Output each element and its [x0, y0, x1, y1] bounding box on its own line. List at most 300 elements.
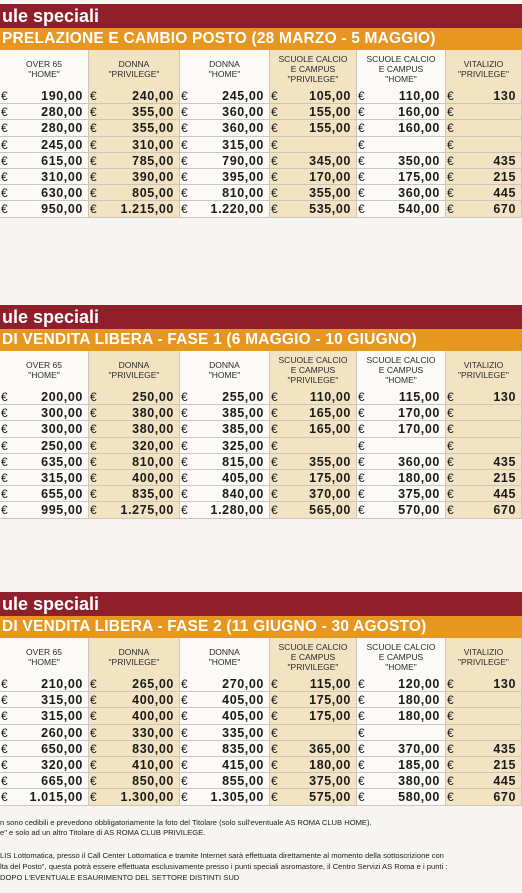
- price-value: 355,00: [132, 105, 174, 120]
- euro-symbol: €: [447, 774, 455, 789]
- price-value: 950,00: [41, 202, 83, 217]
- euro-symbol: €: [358, 153, 366, 168]
- euro-symbol: €: [358, 774, 366, 789]
- table-row: [0, 708, 522, 724]
- price-value: 190,00: [41, 89, 83, 103]
- table-row: [0, 185, 522, 201]
- price-section: [0, 4, 522, 218]
- price-cell: [89, 454, 180, 470]
- price-value: 310,00: [132, 137, 174, 152]
- column-header-line: E CAMPUS: [290, 365, 336, 375]
- euro-symbol: €: [1, 202, 9, 217]
- euro-symbol: €: [90, 202, 98, 217]
- price-value: 815,00: [222, 454, 264, 469]
- price-value: 1.280,00: [210, 503, 264, 518]
- euro-symbol: €: [1, 153, 9, 168]
- price-cell: [270, 120, 357, 136]
- price-cell: [446, 757, 522, 773]
- price-cell: [357, 757, 446, 773]
- euro-symbol: €: [181, 422, 189, 437]
- price-cell: [270, 725, 357, 741]
- price-value: 170,00: [398, 422, 440, 437]
- euro-symbol: €: [1, 725, 9, 740]
- price-value: 320,00: [132, 438, 174, 453]
- price-cell: [446, 201, 522, 217]
- price-cell: [180, 502, 270, 518]
- price-value: 630,00: [41, 186, 83, 201]
- price-cell: [0, 708, 89, 724]
- euro-symbol: €: [90, 137, 98, 152]
- price-table: [0, 50, 522, 218]
- price-value: 240,00: [132, 89, 174, 103]
- column-header-line: "PRIVILEGE": [287, 375, 339, 385]
- price-value: 315,00: [41, 693, 83, 708]
- euro-symbol: €: [181, 503, 189, 518]
- euro-symbol: €: [447, 422, 455, 437]
- footer-note: LIS Lottomatica, presso il Call Center Lottomatica e tramite Internet sarà effettuata direttamente al momento della sottoscrizione con: [0, 851, 444, 860]
- price-value: 570,00: [398, 503, 440, 518]
- euro-symbol: €: [447, 438, 455, 453]
- price-value: 615,00: [41, 153, 83, 168]
- price-value: 370,00: [398, 741, 440, 756]
- column-header: [89, 638, 180, 676]
- price-value: 130: [493, 89, 516, 103]
- column-header-line: VITALIZIO: [463, 360, 504, 370]
- euro-symbol: €: [447, 153, 455, 168]
- footer-note: n sono cedibili e prevedono obbligatoriamente la foto del Titolare (solo sull'eventuale AS ROMA CLUB HOME).: [0, 818, 372, 827]
- euro-symbol: €: [447, 487, 455, 502]
- table-row: [0, 676, 522, 692]
- price-cell: [89, 725, 180, 741]
- euro-symbol: €: [181, 758, 189, 772]
- price-cell: [357, 789, 446, 805]
- price-cell: [89, 137, 180, 153]
- price-cell: [0, 405, 89, 421]
- price-value: 445: [493, 186, 516, 201]
- price-value: 265,00: [132, 677, 174, 691]
- price-section: [0, 592, 522, 806]
- price-cell: [180, 104, 270, 120]
- price-value: 175,00: [398, 170, 440, 184]
- euro-symbol: €: [1, 774, 9, 789]
- price-cell: [270, 692, 357, 708]
- euro-symbol: €: [1, 137, 9, 152]
- price-cell: [0, 486, 89, 502]
- price-value: 335,00: [222, 725, 264, 740]
- price-cell: [0, 676, 89, 692]
- price-cell: [446, 185, 522, 201]
- price-value: 670: [493, 202, 516, 217]
- euro-symbol: €: [90, 741, 98, 756]
- column-header-line: E CAMPUS: [378, 652, 424, 662]
- euro-symbol: €: [358, 741, 366, 756]
- euro-symbol: €: [1, 503, 9, 518]
- price-value: 415,00: [222, 758, 264, 772]
- table-row: [0, 137, 522, 153]
- price-value: 355,00: [132, 121, 174, 136]
- price-value: 1.275,00: [120, 503, 174, 518]
- price-cell: [446, 692, 522, 708]
- euro-symbol: €: [181, 390, 189, 404]
- euro-symbol: €: [90, 693, 98, 708]
- column-header-line: "HOME": [385, 375, 417, 385]
- euro-symbol: €: [358, 89, 366, 103]
- price-cell: [0, 757, 89, 773]
- price-cell: [180, 708, 270, 724]
- price-value: 375,00: [398, 487, 440, 502]
- column-header-line: DONNA: [118, 360, 150, 370]
- price-cell: [89, 169, 180, 185]
- column-header-line: E CAMPUS: [378, 365, 424, 375]
- price-value: 435: [493, 153, 516, 168]
- table-row: [0, 405, 522, 421]
- price-value: 245,00: [222, 89, 264, 103]
- price-value: 165,00: [309, 422, 351, 437]
- column-header: [357, 351, 446, 389]
- euro-symbol: €: [447, 709, 455, 724]
- column-header-line: "PRIVILEGE": [287, 662, 339, 672]
- euro-symbol: €: [90, 89, 98, 103]
- table-row: [0, 502, 522, 518]
- price-cell: [0, 421, 89, 437]
- price-table: [0, 351, 522, 519]
- price-value: 155,00: [309, 121, 351, 136]
- euro-symbol: €: [90, 105, 98, 120]
- section-title: ule speciali: [0, 305, 522, 329]
- euro-symbol: €: [271, 153, 279, 168]
- price-cell: [270, 421, 357, 437]
- euro-symbol: €: [271, 137, 279, 152]
- price-cell: [446, 88, 522, 104]
- euro-symbol: €: [90, 677, 98, 691]
- euro-symbol: €: [1, 121, 9, 136]
- price-cell: [89, 389, 180, 405]
- price-cell: [357, 708, 446, 724]
- column-header: [270, 638, 357, 676]
- price-cell: [0, 185, 89, 201]
- euro-symbol: €: [90, 725, 98, 740]
- price-value: 435: [493, 454, 516, 469]
- euro-symbol: €: [1, 105, 9, 120]
- price-value: 840,00: [222, 487, 264, 502]
- price-value: 855,00: [222, 774, 264, 789]
- euro-symbol: €: [358, 422, 366, 437]
- price-cell: [180, 201, 270, 217]
- price-value: 835,00: [132, 487, 174, 502]
- price-cell: [270, 741, 357, 757]
- euro-symbol: €: [358, 677, 366, 691]
- price-value: 255,00: [222, 390, 264, 404]
- price-value: 210,00: [41, 677, 83, 691]
- euro-symbol: €: [447, 105, 455, 120]
- section-subtitle: DI VENDITA LIBERA - FASE 2 (11 GIUGNO - 30 AGOSTO): [0, 616, 522, 638]
- euro-symbol: €: [271, 390, 279, 404]
- price-cell: [180, 120, 270, 136]
- price-cell: [89, 153, 180, 169]
- euro-symbol: €: [1, 170, 9, 184]
- euro-symbol: €: [90, 454, 98, 469]
- euro-symbol: €: [271, 121, 279, 136]
- table-row: [0, 454, 522, 470]
- price-cell: [357, 88, 446, 104]
- euro-symbol: €: [90, 774, 98, 789]
- table-header-row: [0, 50, 522, 88]
- price-cell: [0, 725, 89, 741]
- price-cell: [270, 502, 357, 518]
- price-value: 410,00: [132, 758, 174, 772]
- euro-symbol: €: [90, 438, 98, 453]
- euro-symbol: €: [447, 677, 455, 691]
- price-value: 385,00: [222, 406, 264, 421]
- euro-symbol: €: [181, 487, 189, 502]
- price-cell: [270, 676, 357, 692]
- column-header-line: DONNA: [118, 59, 150, 69]
- price-cell: [357, 725, 446, 741]
- price-value: 435: [493, 741, 516, 756]
- euro-symbol: €: [447, 758, 455, 772]
- price-value: 345,00: [309, 153, 351, 168]
- table-row: [0, 104, 522, 120]
- euro-symbol: €: [271, 406, 279, 421]
- price-cell: [89, 708, 180, 724]
- price-value: 580,00: [398, 790, 440, 805]
- price-value: 655,00: [41, 487, 83, 502]
- price-cell: [357, 405, 446, 421]
- price-value: 355,00: [309, 186, 351, 201]
- euro-symbol: €: [447, 725, 455, 740]
- column-header-line: DONNA: [209, 360, 240, 370]
- euro-symbol: €: [358, 725, 366, 740]
- euro-symbol: €: [358, 454, 366, 469]
- euro-symbol: €: [358, 137, 366, 152]
- table-row: [0, 789, 522, 805]
- price-cell: [357, 438, 446, 454]
- euro-symbol: €: [447, 202, 455, 217]
- price-cell: [446, 405, 522, 421]
- price-value: 355,00: [309, 454, 351, 469]
- column-header: [270, 351, 357, 389]
- euro-symbol: €: [1, 487, 9, 502]
- column-header-line: "HOME": [208, 69, 241, 79]
- price-value: 400,00: [132, 471, 174, 485]
- price-cell: [0, 470, 89, 486]
- price-cell: [89, 88, 180, 104]
- table-row: [0, 169, 522, 185]
- euro-symbol: €: [358, 709, 366, 724]
- price-value: 320,00: [41, 758, 83, 772]
- price-cell: [180, 773, 270, 789]
- price-value: 185,00: [398, 758, 440, 772]
- euro-symbol: €: [358, 186, 366, 201]
- euro-symbol: €: [358, 790, 366, 805]
- price-cell: [89, 773, 180, 789]
- price-cell: [357, 741, 446, 757]
- euro-symbol: €: [1, 438, 9, 453]
- euro-symbol: €: [181, 202, 189, 217]
- euro-symbol: €: [181, 454, 189, 469]
- euro-symbol: €: [271, 758, 279, 772]
- euro-symbol: €: [271, 438, 279, 453]
- price-cell: [180, 405, 270, 421]
- price-table: [0, 638, 522, 806]
- column-header-line: E CAMPUS: [290, 652, 336, 662]
- price-cell: [180, 169, 270, 185]
- column-header: [180, 351, 270, 389]
- euro-symbol: €: [1, 709, 9, 724]
- euro-symbol: €: [90, 422, 98, 437]
- table-row: [0, 120, 522, 136]
- euro-symbol: €: [271, 693, 279, 708]
- price-value: 200,00: [41, 390, 83, 404]
- table-row: [0, 741, 522, 757]
- column-header-line: "HOME": [385, 662, 417, 672]
- price-value: 445: [493, 487, 516, 502]
- price-cell: [180, 88, 270, 104]
- euro-symbol: €: [181, 137, 189, 152]
- price-cell: [0, 773, 89, 789]
- price-value: 215: [493, 758, 516, 772]
- section-title: ule speciali: [0, 592, 522, 616]
- table-row: [0, 725, 522, 741]
- price-cell: [89, 438, 180, 454]
- column-header: [0, 638, 89, 676]
- price-cell: [0, 454, 89, 470]
- column-header: [89, 351, 180, 389]
- column-header: [0, 50, 89, 88]
- price-cell: [180, 757, 270, 773]
- price-value: 215: [493, 471, 516, 485]
- euro-symbol: €: [447, 741, 455, 756]
- price-cell: [180, 692, 270, 708]
- table-row: [0, 757, 522, 773]
- euro-symbol: €: [271, 790, 279, 805]
- euro-symbol: €: [447, 790, 455, 805]
- euro-symbol: €: [90, 487, 98, 502]
- euro-symbol: €: [447, 89, 455, 103]
- price-value: 385,00: [222, 422, 264, 437]
- column-header-line: SCUOLE CALCIO: [278, 355, 348, 365]
- euro-symbol: €: [358, 503, 366, 518]
- column-header-line: "HOME": [28, 657, 60, 667]
- euro-symbol: €: [1, 758, 9, 772]
- euro-symbol: €: [1, 406, 9, 421]
- price-cell: [446, 725, 522, 741]
- euro-symbol: €: [181, 186, 189, 201]
- column-header-line: "PRIVILEGE": [458, 370, 509, 380]
- euro-symbol: €: [90, 170, 98, 184]
- euro-symbol: €: [90, 121, 98, 136]
- price-cell: [0, 169, 89, 185]
- price-cell: [357, 389, 446, 405]
- column-header-line: SCUOLE CALCIO: [366, 355, 436, 365]
- column-header: [446, 50, 522, 88]
- table-row: [0, 692, 522, 708]
- column-header: [357, 50, 446, 88]
- euro-symbol: €: [1, 390, 9, 404]
- price-value: 785,00: [132, 153, 174, 168]
- price-cell: [357, 486, 446, 502]
- price-cell: [270, 88, 357, 104]
- euro-symbol: €: [1, 186, 9, 201]
- column-header-line: OVER 65: [26, 647, 62, 657]
- euro-symbol: €: [447, 186, 455, 201]
- price-cell: [180, 438, 270, 454]
- section-subtitle: PRELAZIONE E CAMBIO POSTO (28 MARZO - 5 MAGGIO): [0, 28, 522, 50]
- price-value: 130: [493, 390, 516, 404]
- price-value: 250,00: [132, 390, 174, 404]
- price-cell: [270, 104, 357, 120]
- price-value: 405,00: [222, 709, 264, 724]
- price-value: 360,00: [398, 186, 440, 201]
- price-cell: [446, 486, 522, 502]
- price-value: 165,00: [309, 406, 351, 421]
- column-header-line: VITALIZIO: [463, 647, 504, 657]
- price-value: 1.220,00: [210, 202, 264, 217]
- price-value: 810,00: [222, 186, 264, 201]
- price-value: 1.305,00: [210, 790, 264, 805]
- euro-symbol: €: [1, 422, 9, 437]
- price-value: 995,00: [41, 503, 83, 518]
- price-cell: [0, 120, 89, 136]
- euro-symbol: €: [181, 693, 189, 708]
- price-cell: [89, 201, 180, 217]
- euro-symbol: €: [447, 406, 455, 421]
- price-value: 315,00: [41, 471, 83, 485]
- price-cell: [180, 421, 270, 437]
- euro-symbol: €: [447, 503, 455, 518]
- price-value: 565,00: [309, 503, 351, 518]
- price-cell: [180, 741, 270, 757]
- column-header-line: E CAMPUS: [378, 64, 424, 74]
- euro-symbol: €: [271, 454, 279, 469]
- price-cell: [270, 789, 357, 805]
- euro-symbol: €: [90, 390, 98, 404]
- euro-symbol: €: [181, 89, 189, 103]
- price-value: 300,00: [41, 406, 83, 421]
- price-value: 665,00: [41, 774, 83, 789]
- column-header-line: DONNA: [209, 59, 240, 69]
- euro-symbol: €: [271, 487, 279, 502]
- price-cell: [180, 789, 270, 805]
- price-cell: [0, 502, 89, 518]
- price-cell: [89, 486, 180, 502]
- column-header-line: SCUOLE CALCIO: [278, 642, 348, 652]
- table-row: [0, 153, 522, 169]
- price-cell: [270, 773, 357, 789]
- euro-symbol: €: [181, 438, 189, 453]
- euro-symbol: €: [181, 709, 189, 724]
- column-header-line: SCUOLE CALCIO: [366, 642, 436, 652]
- price-value: 360,00: [398, 454, 440, 469]
- price-cell: [357, 773, 446, 789]
- price-value: 390,00: [132, 170, 174, 184]
- price-cell: [357, 421, 446, 437]
- price-cell: [357, 153, 446, 169]
- price-value: 170,00: [309, 170, 351, 184]
- price-cell: [357, 502, 446, 518]
- price-cell: [357, 137, 446, 153]
- euro-symbol: €: [90, 186, 98, 201]
- column-header-line: "PRIVILEGE": [287, 74, 339, 84]
- euro-symbol: €: [1, 677, 9, 691]
- price-value: 105,00: [309, 89, 351, 103]
- price-value: 110,00: [398, 89, 440, 103]
- column-header-line: "PRIVILEGE": [108, 657, 160, 667]
- table-row: [0, 421, 522, 437]
- price-cell: [270, 153, 357, 169]
- euro-symbol: €: [447, 137, 455, 152]
- column-header-line: "PRIVILEGE": [108, 370, 160, 380]
